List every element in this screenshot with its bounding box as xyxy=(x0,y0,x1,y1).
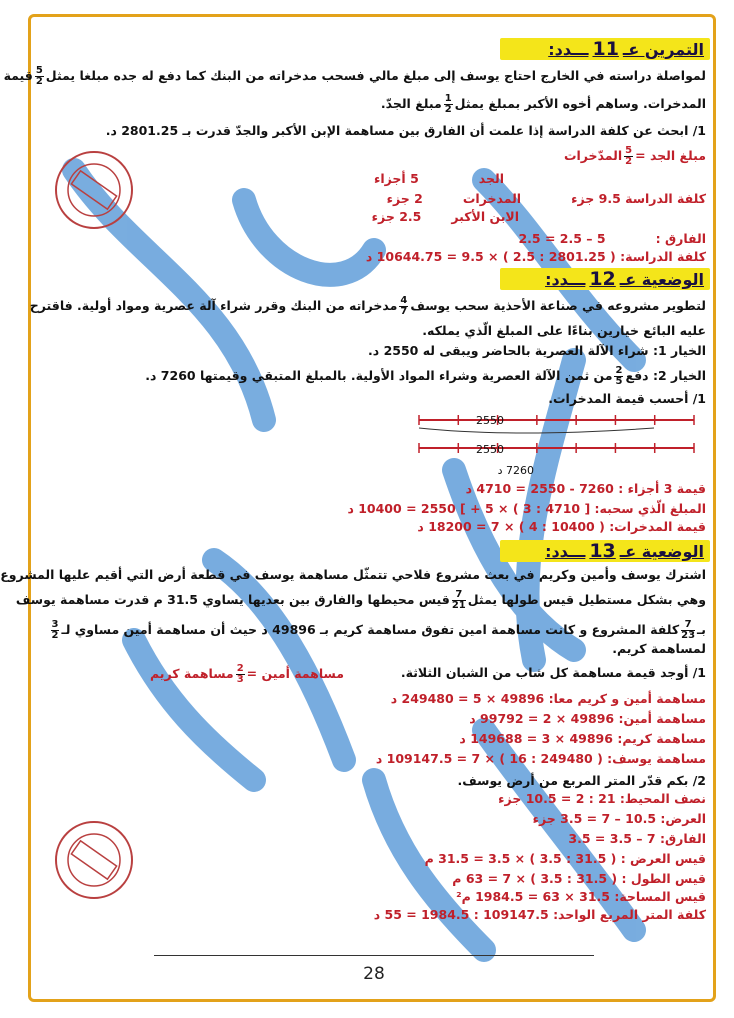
exercise-13-header: الوضعية عـ13ـــدد: xyxy=(539,538,710,564)
ex12-row-2: المبلغ الّذي سحبه: [ 4710 : 3 ) × 5 + ] 2550 = 10400 د xyxy=(347,501,706,516)
exercise-12-header: الوضعية عـ12ـــدد: xyxy=(539,266,710,292)
ex13-step-4: قيس العرض : ( 31.5 : 3.5 ) × 3.5 = 31.5 م xyxy=(424,851,706,866)
ex13-row-2: مساهمة أمين: 49896 × 2 = 99792 د xyxy=(469,711,706,726)
ex12-row-3: قيمة المدخرات: ( 10400 : 4 ) × 7 = 18200 د xyxy=(417,519,706,534)
ex13-question-1: 1/ أوجد قيمة مساهمة كل شاب من الشبان الثلاثة. xyxy=(400,665,706,680)
ex13-row-4: مساهمة يوسف: ( 249480 : 16 ) × 7 = 109147.5 د xyxy=(375,751,706,766)
ex12-line-2: عليه البائع خيارين بناءًا على المبلغ الّذي يملكه. xyxy=(422,323,706,338)
ex12-option-2: الخيار 2: دفع $\frac{2}{5}$ من ثمن الآلة العصرية وشراء المواد الأولية. بالمبلغ المتبقي وقيمتها 7260 د. xyxy=(145,365,706,387)
ex11-line-1: لمواصلة دراسته في الخارج احتاج يوسف إلى مبلغ مالي فسحب مدخراته من البنك كما دفع له جده مبلغا يمثل $\frac{5}{2}$ قيمة xyxy=(3,65,706,87)
ex13-step-6: قيس المساحة: 31.5 × 63 = 1984.5 م² xyxy=(456,889,706,904)
ex13-step-7: كلفة المتر المربع الواحد: 109147.5 : 1984.5 = 55 د xyxy=(373,907,706,922)
ex13-answer-relation: مساهمة أمين = $\frac{2}{3}$ مساهمة كريم xyxy=(150,663,344,685)
ex12-line-1: لتطوير مشروعه في صناعة الأحذية سحب يوسف $\frac{4}{7}$ مدخراته من البنك وقرر شراء آلة عصرية ومواد أولية. فاقترح xyxy=(29,295,706,317)
number-line-label-2: 2550 xyxy=(476,443,504,456)
stamp-logo xyxy=(52,818,136,902)
ex11-answer-relation: مبلغ الجد = $\frac{5}{2}$ المدّخرات xyxy=(563,145,706,167)
ex11-row-2: كلفة الدراسة 9.5 جزءالمدخرات2 جزء xyxy=(386,191,706,206)
ex11-question-1: 1/ ابحث عن كلفة الدراسة إذا علمت أن الفارق بين مساهمة الإبن الأكبر والجدّ قدرت بـ 2801.25 د. xyxy=(105,123,706,138)
ex12-row-1: قيمة 3 أجزاء : 7260 - 2550 = 4710 د xyxy=(465,481,706,496)
ex11-row-3: الابن الأكبر2.5 جزء xyxy=(371,209,519,224)
stamp-logo xyxy=(52,148,136,232)
ex12-question-1: 1/ أحسب قيمة المدخرات. xyxy=(548,391,706,406)
ex13-line-4: لمساهمة كريم. xyxy=(612,641,706,656)
ex13-step-1: نصف المحيط: 21 : 2 = 10.5 جزء xyxy=(498,791,706,806)
ex11-row-4: الفارق :5 – 2.5 = 2.5 xyxy=(518,231,706,246)
ex11-line-2: المدخرات. وساهم أخوه الأكبر بمبلغ يمثل $\frac{1}{2}$ مبلغ الجدّ. xyxy=(380,93,706,115)
footer-rule xyxy=(154,955,594,956)
ex13-question-2: 2/ بكم قدّر المتر المربع من أرض يوسف. xyxy=(457,773,706,788)
ex13-line-2: وهي بشكل مستطيل قيس طولها يمثل $\frac{7}{21}$ قيس محيطها والفارق بين بعديها يساوي 31.5 م قدرت مساهمة يوسف xyxy=(15,589,706,611)
ex12-option-1: الخيار 1: شراء الآلة العصرية بالحاضر ويبقى له 2550 د. xyxy=(368,343,706,358)
ex13-line-3: بـ $\frac{7}{23}$ كلفة المشروع و كانت مساهمة امين تفوق مساهمة كريم بـ 49896 د حيث أن مساهمة أمين مساوي لـ $\frac{3}{2}$ xyxy=(51,619,706,641)
ex13-step-5: قيس الطول : ( 31.5 : 3.5 ) × 7 = 63 م xyxy=(452,871,706,886)
ex11-row-5: كلفة الدراسة: ( 2801.25 : 2.5 ) × 9.5 = 10644.75 د xyxy=(365,249,706,264)
page-number: 28 xyxy=(363,964,385,984)
ex13-step-2: العرض: 10.5 – 7 = 3.5 جزء xyxy=(532,811,706,826)
number-line-diagram xyxy=(14,408,734,474)
ex13-row-3: مساهمة كريم: 49896 × 3 = 149688 د xyxy=(459,731,706,746)
ex13-line-1: اشترك يوسف وأمين وكريم في بعث مشروع فلاحي تتمثّل مساهمة يوسف في قطعة أرض التي أقيم عليها المشروع xyxy=(0,567,706,582)
ex13-step-3: الفارق: 7 – 3.5 = 3.5 xyxy=(568,831,706,846)
number-line-label-1: 2550 xyxy=(476,414,504,427)
ex11-row-1: الجد5 أجزاء xyxy=(373,171,504,186)
number-line-label-3: 7260 د xyxy=(497,464,534,477)
ex13-row-1: مساهمة أمين و كريم معا: 49896 × 5 = 249480 د xyxy=(390,691,706,706)
exercise-11-header: التمرين عـ11ـــدد: xyxy=(542,36,710,62)
